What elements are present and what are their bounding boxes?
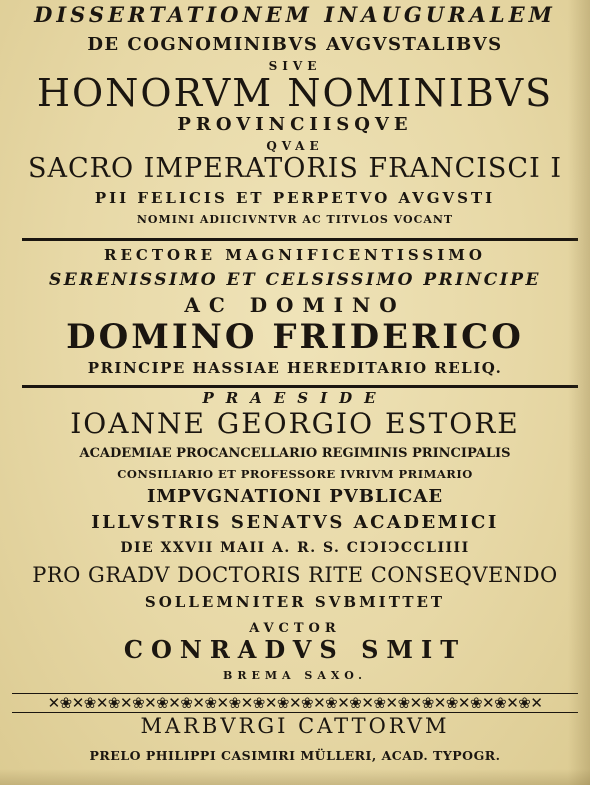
heading-de-cognominibus: DE COGNOMINIBVS AVGVSTALIBVS	[87, 34, 503, 55]
main-title-honorum: HONORVM NOMINIBVS	[36, 71, 554, 115]
heading-brema-saxo: BREMA SAXO.	[223, 669, 367, 682]
ornament-rule-bottom	[12, 712, 578, 713]
heading-ioanne-georgio-estore: IOANNE GEORGIO ESTORE	[70, 407, 520, 440]
heading-praeside: PRAESIDE	[202, 389, 388, 407]
heading-rectore: RECTORE MAGNIFICENTISSIMO	[104, 246, 486, 264]
imprint-printer: PRELO PHILIPPI CASIMIRI MÜLLERI, ACAD. TYPOGR.	[89, 748, 501, 763]
heading-die-xxvii: DIE XXVII MAII A. R. S. CIↃIↃCCLIIII	[120, 540, 470, 556]
heading-academiae-procancellario: ACADEMIAE PROCANCELLARIO REGIMINIS PRINCIPALIS	[79, 446, 511, 461]
divider-rule-middle	[22, 385, 578, 388]
heading-impugnationi: IMPVGNATIONI PVBLICAE	[146, 486, 444, 507]
page-edge-shadow-right	[568, 0, 590, 785]
heading-quae: QVAE	[266, 139, 324, 153]
heading-auctor: AVCTOR	[249, 621, 341, 636]
ornament-border: ✕❀✕❀✕❀✕❀✕❀✕❀✕❀✕❀✕❀✕❀✕❀✕❀✕❀✕❀✕❀✕❀✕❀✕❀✕❀✕❀✕	[47, 694, 543, 712]
heading-pro-gradu: PRO GRADV DOCTORIS RITE CONSEQVENDO	[32, 563, 558, 587]
heading-sive: SIVE	[268, 59, 322, 73]
heading-serenissimo: SERENISSIMO ET CELSISSIMO PRINCIPE	[49, 270, 541, 290]
divider-rule-top	[22, 238, 578, 241]
page-edge-shadow-bottom	[0, 769, 590, 785]
heading-illustris-senatus: ILLVSTRIS SENATVS ACADEMICI	[91, 512, 499, 533]
heading-sacro-imperatoris: SACRO IMPERATORIS FRANCISCI I	[27, 153, 563, 184]
heading-pii-felicis: PII FELICIS ET PERPETVO AVGVSTI	[94, 189, 496, 207]
heading-dissertation: DISSERTATIONEM INAUGURALEM	[34, 2, 556, 27]
heading-ac-domino: AC DOMINO	[184, 293, 406, 317]
heading-domino-friderico: DOMINO FRIDERICO	[66, 317, 524, 357]
heading-principe-hassiae: PRINCIPE HASSIAE HEREDITARIO RELIQ.	[87, 359, 503, 377]
heading-provinciisque: PROVINCIISQVE	[177, 114, 413, 135]
heading-sollemniter: SOLLEMNITER SVBMITTET	[144, 593, 446, 611]
heading-nomini-adiiciuntur: NOMINI ADIICIVNTVR AC TITVLOS VOCANT	[136, 213, 454, 226]
imprint-city: MARBVRGI CATTORVM	[140, 714, 450, 738]
author-name: CONRADVS SMIT	[123, 635, 467, 664]
heading-consiliario: CONSILIARIO ET PROFESSORE IVRIVM PRIMARIO	[117, 467, 473, 481]
